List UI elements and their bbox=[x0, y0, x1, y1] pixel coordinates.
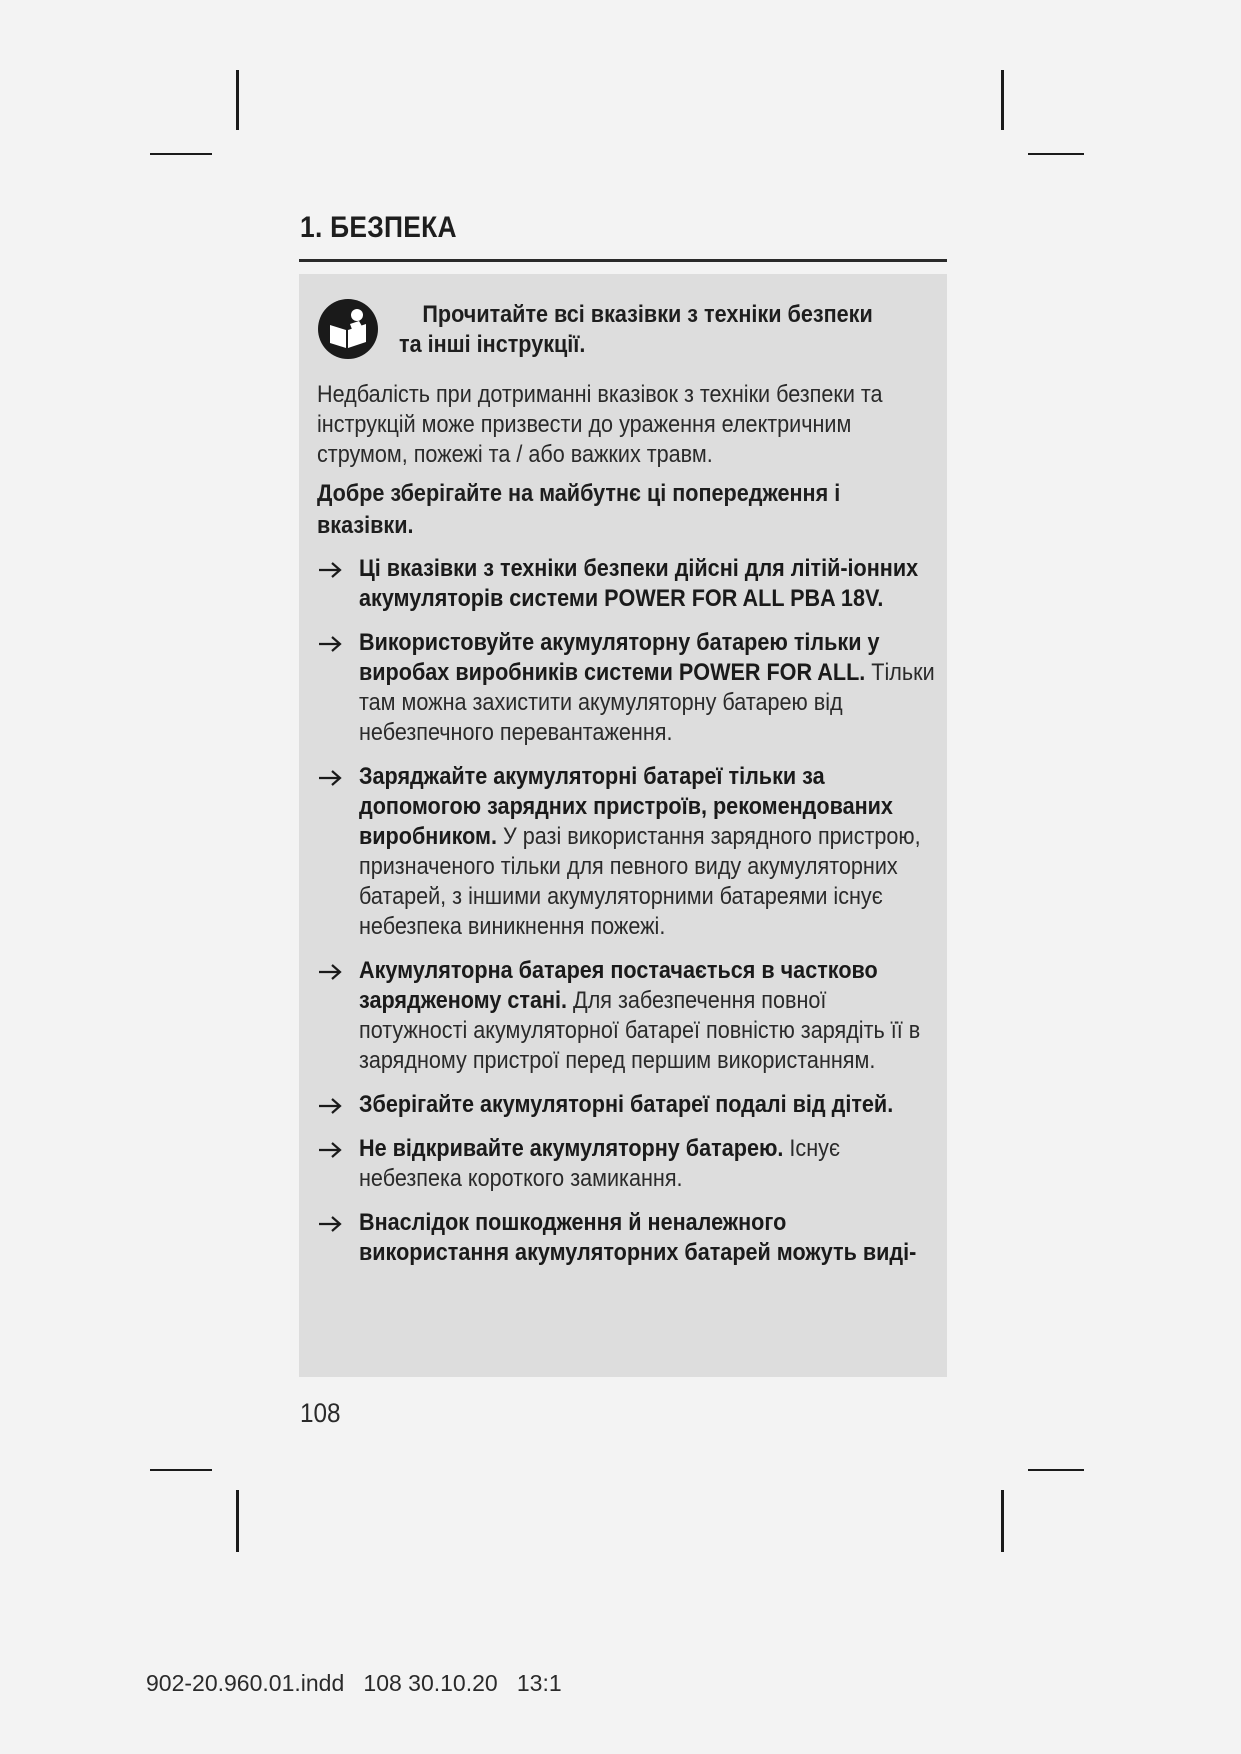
safety-item-bold: Акумуляторна батарея постачається в частково зарядженому стані. bbox=[359, 957, 878, 1014]
intro-heading bbox=[399, 298, 939, 360]
intro-line-1: Прочитайте всі вказівки з техніки безпеки bbox=[422, 301, 873, 328]
safety-item-text: У разі використання зарядного пристрою, призначеного тільки для певного виду акумуляторних батарей, з іншими акумуляторними батареями існує небезпека виникнення пожежі. bbox=[359, 823, 921, 940]
crop-mark bbox=[150, 1469, 212, 1471]
safety-item-bold: Внаслідок пошкодження й неналежного використання акумуляторних батарей можуть виді- bbox=[359, 1209, 917, 1266]
arrow-right-icon bbox=[317, 1096, 343, 1116]
arrow-right-icon bbox=[317, 634, 343, 654]
print-slug: 902-20.960.01.indd 108 30.10.20 13:1 bbox=[146, 1670, 562, 1696]
safety-item-text: Тільки там можна захистити акумуляторну батарею від небезпечного перевантаження. bbox=[359, 659, 935, 746]
arrow-right-icon bbox=[317, 560, 343, 580]
crop-mark bbox=[1028, 153, 1084, 155]
safety-box bbox=[299, 274, 947, 1377]
crop-mark bbox=[1028, 1469, 1084, 1471]
arrow-right-icon bbox=[317, 768, 343, 788]
safety-item bbox=[317, 628, 935, 748]
safety-item bbox=[317, 1208, 935, 1268]
safety-box-content bbox=[317, 298, 935, 1282]
safety-item-bold: Використовуйте акумуляторну батарею тільки у виробах виробників системи POWER FOR ALL. bbox=[359, 629, 880, 686]
safety-item-bold: Не відкривайте акумуляторну батарею. bbox=[359, 1135, 784, 1162]
crop-mark bbox=[150, 153, 212, 155]
safety-list bbox=[317, 554, 935, 1268]
safety-item bbox=[317, 1134, 935, 1194]
crop-mark bbox=[1001, 1490, 1004, 1552]
safety-item-bold: Зберігайте акумуляторні батареї подалі від дітей. bbox=[359, 1091, 894, 1118]
crop-mark bbox=[236, 70, 239, 130]
safety-item-bold: Ці вказівки з техніки безпеки дійсні для літій-іонних акумуляторів системи POWER FOR ALL PBA 18V. bbox=[359, 555, 919, 612]
crop-mark bbox=[1001, 70, 1004, 130]
arrow-right-icon bbox=[317, 1214, 343, 1234]
title-divider bbox=[299, 259, 947, 262]
read-manual-icon bbox=[317, 298, 379, 360]
safety-item-text: Існує небезпека короткого замикання. bbox=[359, 1135, 840, 1192]
keep-instructions-paragraph: Добре зберігайте на майбутнє ці попередження і вказівки. bbox=[317, 480, 841, 539]
read-instructions-notice bbox=[317, 298, 935, 380]
section-title: 1. БЕЗПЕКА bbox=[300, 211, 457, 244]
intro-line-2: та інші інструкції. bbox=[399, 331, 586, 358]
arrow-right-icon bbox=[317, 962, 343, 982]
page-number: 108 bbox=[300, 1398, 341, 1428]
arrow-right-icon bbox=[317, 1140, 343, 1160]
safety-item-bold: Заряджайте акумуляторні батареї тільки за допомогою зарядних пристроїв, рекомендованих виробником. bbox=[359, 763, 893, 850]
crop-mark bbox=[236, 1490, 239, 1552]
safety-item-text: Для забезпечення повної потужності акумуляторної батареї повністю зарядіть її в зарядному пристрої перед першим використанням. bbox=[359, 987, 921, 1074]
safety-item bbox=[317, 956, 935, 1076]
safety-item bbox=[317, 1090, 935, 1120]
safety-item bbox=[317, 762, 935, 942]
warning-paragraph: Недбалість при дотриманні вказівок з техніки безпеки та інструкцій може призвести до ураження електричним струмом, пожежі та / або важких травм. bbox=[317, 381, 883, 468]
safety-item bbox=[317, 554, 935, 614]
